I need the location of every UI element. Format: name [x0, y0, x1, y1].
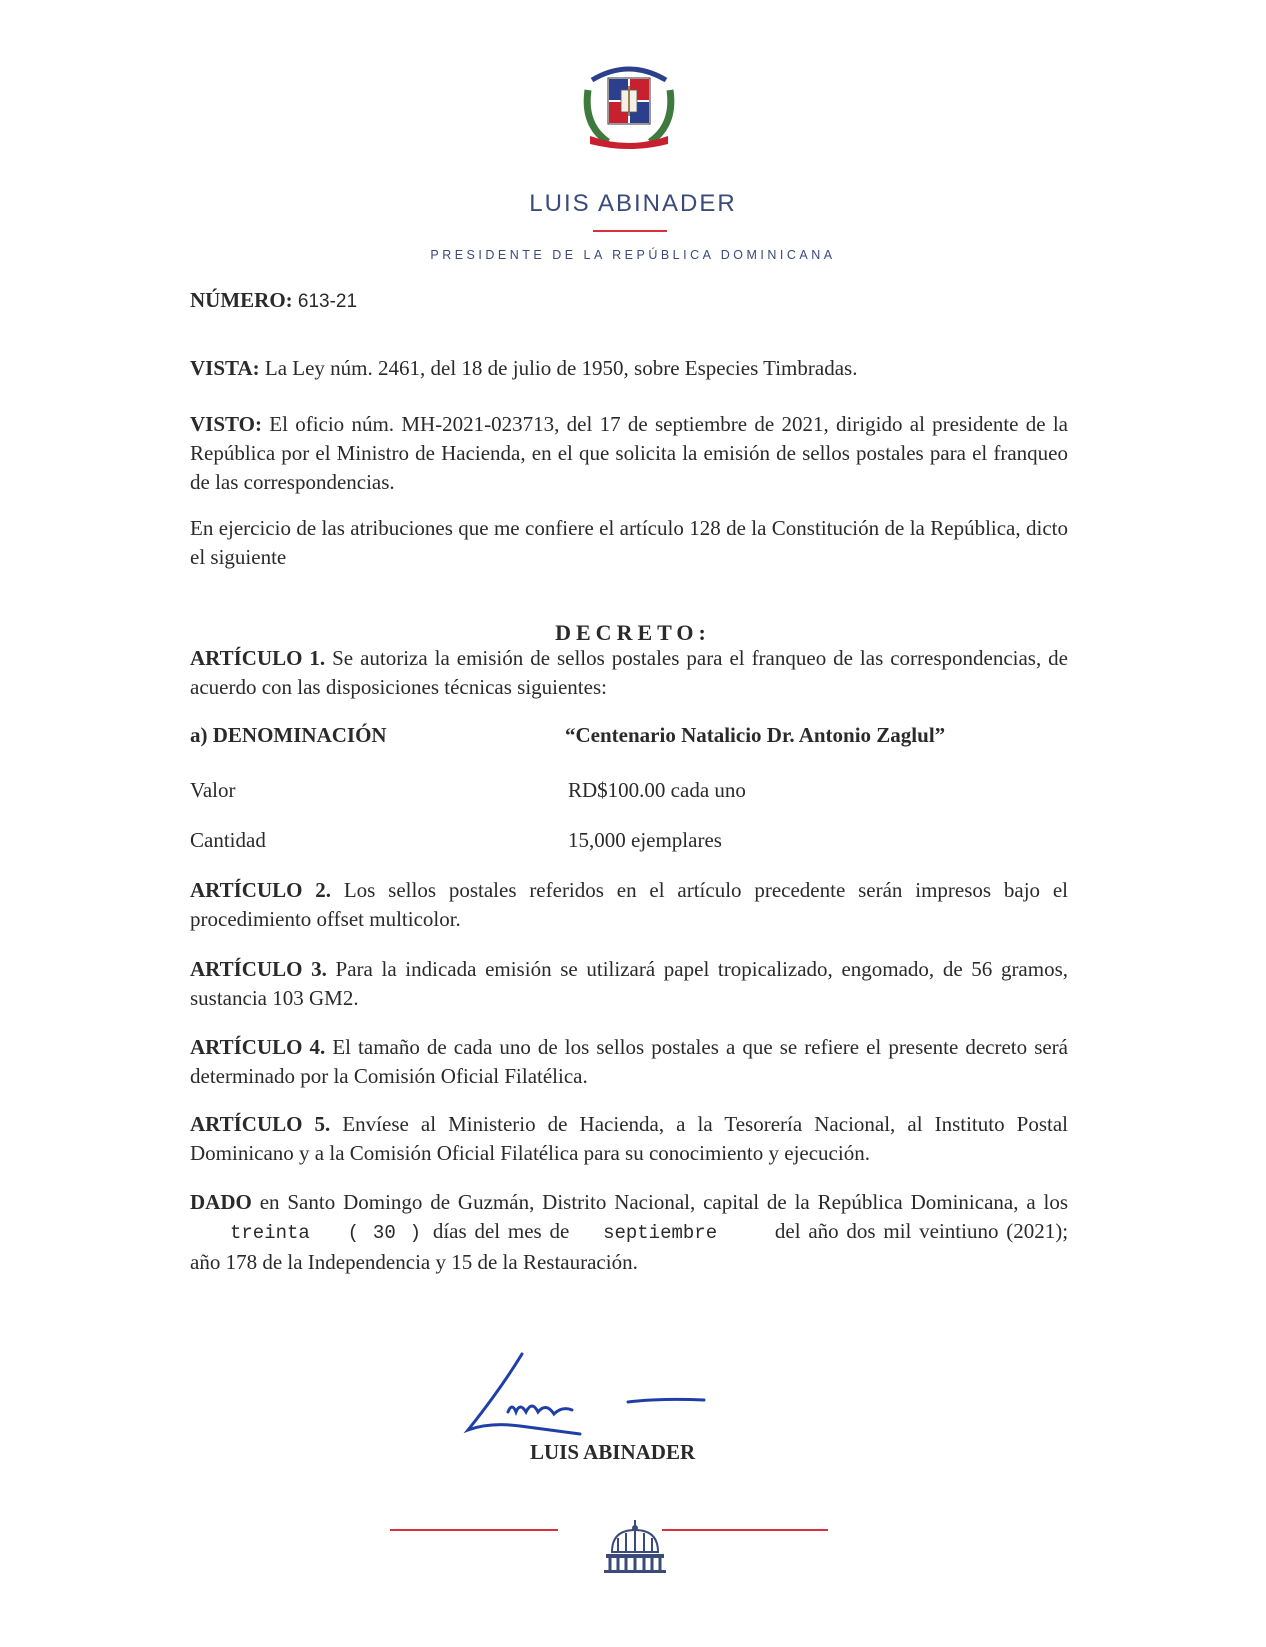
coat-of-arms-seal	[578, 50, 680, 150]
footer-right-divider	[662, 1529, 828, 1531]
valor-label: Valor	[190, 778, 236, 802]
articulo-2-text: Los sellos postales referidos en el artículo precedente serán impresos bajo el procedimiento offset multicolor.	[190, 878, 1069, 931]
articulo-5	[190, 1110, 1068, 1168]
cantidad-value: 15,000 ejemplares	[568, 828, 722, 852]
vista-paragraph	[190, 354, 1068, 383]
signature-name: LUIS ABINADER	[530, 1440, 696, 1464]
visto-paragraph	[190, 410, 1068, 497]
dado-text-3: del	[774, 1219, 801, 1243]
decree-number-label: NÚMERO:	[190, 288, 293, 312]
articulo-2-label: ARTÍCULO 2.	[190, 878, 332, 902]
articulo-3-label: ARTÍCULO 3.	[190, 957, 327, 981]
articulo-5-label: ARTÍCULO 5.	[190, 1112, 331, 1136]
dado-label: DADO	[190, 1190, 252, 1214]
header-red-divider	[593, 230, 667, 232]
president-name-header: LUIS ABINADER	[529, 190, 737, 217]
articulo-5-text: Envíese al Ministerio de Hacienda, a la Tesorería Nacional, al Instituto Postal Dominicano y a la Comisión Oficial Filatélica para su conocimiento y ejecución.	[190, 1112, 1069, 1165]
denominacion-value: “Centenario Natalicio Dr. Antonio Zaglul”	[565, 723, 946, 747]
handwritten-signature	[460, 1350, 740, 1450]
dado-mes: septiembre	[603, 1222, 718, 1244]
dado-text-4: año dos mil veintiuno (2021); año 178 de la Independencia y 15 de la Restauración.	[190, 1219, 1069, 1274]
articulo-1	[190, 644, 1068, 702]
articulo-3-text: Para la indicada emisión se utilizará papel tropicalizado, engomado, de 56 gramos, sustancia 103 GM2.	[190, 957, 1069, 1010]
articulo-2	[190, 876, 1068, 934]
dado-text-1: en Santo Domingo de Guzmán, Distrito Nacional, capital de la República Dominicana, a los	[259, 1190, 1068, 1214]
decree-number-value: 613-21	[297, 291, 358, 312]
vista-text: La Ley núm. 2461, del 18 de julio de 1950, sobre Especies Timbradas.	[264, 356, 858, 380]
footer-left-divider	[390, 1529, 558, 1531]
denominacion-label: a) DENOMINACIÓN	[190, 723, 387, 747]
decree-number	[190, 288, 357, 313]
dado-paragraph	[190, 1188, 1068, 1277]
articulo-3	[190, 955, 1068, 1013]
ejercicio-paragraph	[190, 514, 1068, 572]
decreto-heading: DECRETO:	[555, 620, 711, 645]
ejercicio-text: En ejercicio de las atribuciones que me confiere el artículo 128 de la Constitución de la República, dicto el siguiente	[190, 516, 1068, 569]
dado-dia-palabra: treinta	[230, 1222, 310, 1244]
president-title-header: PRESIDENTE DE LA REPÚBLICA DOMINICANA	[430, 248, 836, 262]
articulo-1-text: Se autoriza la emisión de sellos postales para el franqueo de las correspondencias, de acuerdo con las disposiciones técnicas siguientes:	[190, 646, 1068, 699]
dado-text-2: días del mes de	[432, 1219, 570, 1243]
visto-text: El oficio núm. MH-2021-023713, del 17 de septiembre de 2021, dirigido al presidente de la República por el Ministro de Hacienda, en el que solicita la emisión de sellos postales para el franqueo de las correspondencias.	[190, 412, 1068, 494]
valor-value: RD$100.00 cada uno	[568, 778, 746, 802]
national-palace-dome-icon	[602, 1518, 668, 1574]
cantidad-label: Cantidad	[190, 828, 266, 852]
dado-dia-numero: ( 30 )	[347, 1222, 422, 1244]
articulo-4-text: El tamaño de cada uno de los sellos postales a que se refiere el presente decreto será determinado por la Comisión Oficial Filatélica.	[190, 1035, 1068, 1088]
vista-label: VISTA:	[190, 356, 260, 380]
articulo-4	[190, 1033, 1068, 1091]
articulo-4-label: ARTÍCULO 4.	[190, 1035, 326, 1059]
articulo-1-label: ARTÍCULO 1.	[190, 646, 326, 670]
visto-label: VISTO:	[190, 412, 262, 436]
